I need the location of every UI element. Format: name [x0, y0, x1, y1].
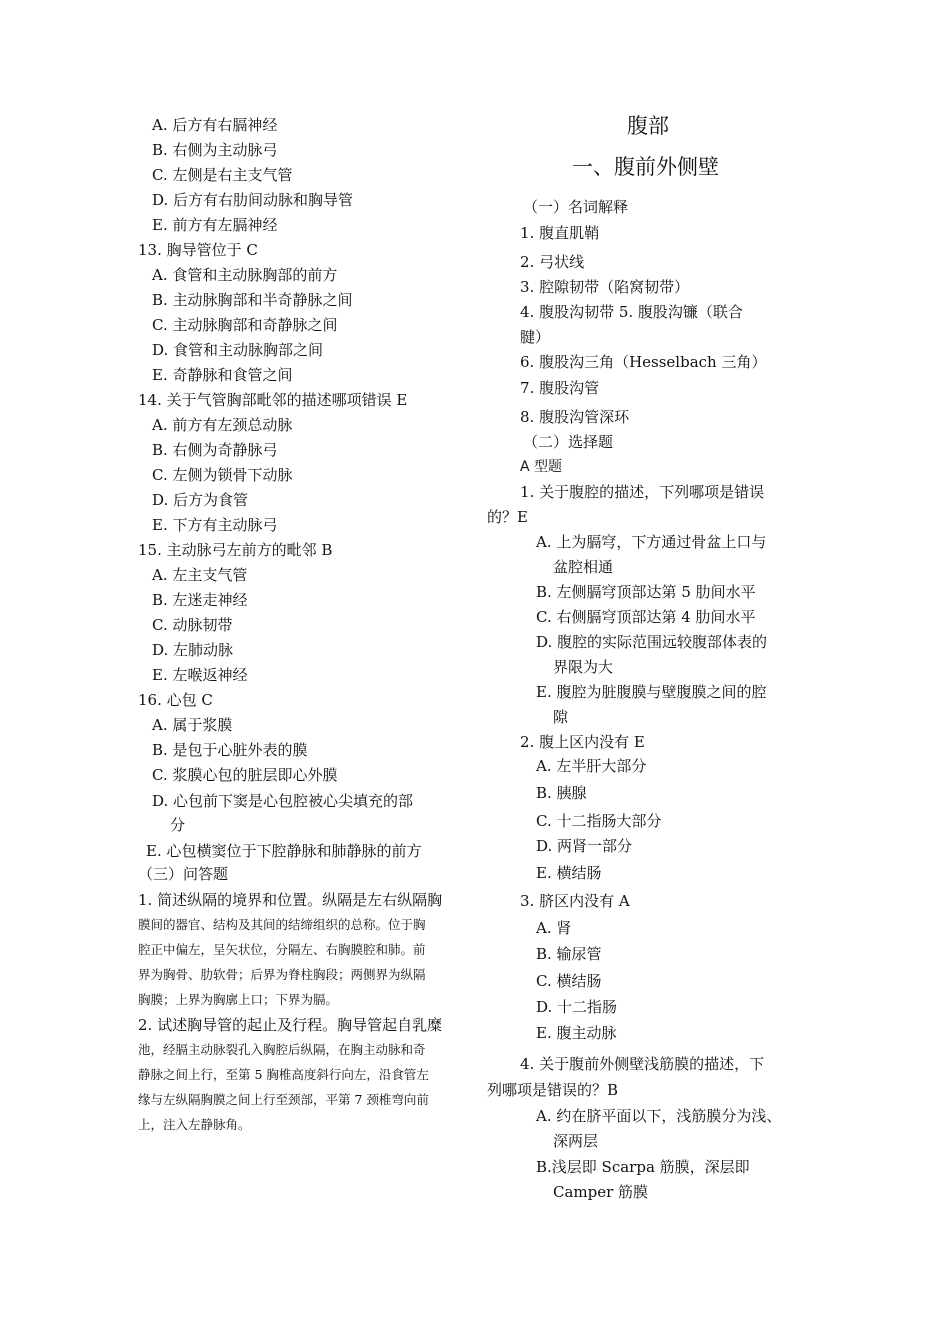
question-stem: 4. 关于腹前外侧壁浅筋膜的描述，下 — [520, 1055, 765, 1073]
section-heading: （三）问答题 — [138, 865, 229, 883]
option-line: C. 主动脉胸部和奇静脉之间 — [152, 316, 338, 334]
type-label: A 型题 — [520, 459, 563, 475]
qa-line: 缘与左纵隔胸膜之间上行至颈部，平第 7 颈椎弯向前 — [138, 1092, 429, 1107]
option-line: A. 后方有右膈神经 — [152, 116, 278, 134]
option-line: E. 横结肠 — [536, 864, 602, 882]
option-line: A. 前方有左颈总动脉 — [152, 416, 293, 434]
option-line: D. 两肾一部分 — [536, 837, 633, 855]
term-line: 1. 腹直肌鞘 — [520, 224, 600, 242]
qa-line — [138, 889, 442, 911]
option-line-continued: 深两层 — [553, 1132, 599, 1150]
option-line: A. 食管和主动脉胸部的前方 — [152, 266, 338, 284]
option-line: A. 肾 — [536, 919, 572, 937]
qa-line: 胸膜；上界为胸廓上口；下界为膈。 — [138, 992, 339, 1007]
qa-line: 静脉之间上行，至第 5 胸椎高度斜行向左，沿食管左 — [138, 1067, 429, 1082]
option-line: A. 属于浆膜 — [152, 716, 233, 734]
option-line: D. 十二指肠 — [536, 998, 618, 1016]
option-line: E. 左喉返神经 — [152, 666, 248, 684]
option-line: A. 上为膈穹，下方通过骨盆上口与 — [536, 533, 767, 551]
section-heading: （二）选择题 — [523, 433, 614, 451]
term-line: 3. 腔隙韧带（陷窝韧带） — [520, 278, 690, 296]
qa1-line: 1. 简述纵隔的境界和位置。纵隔是左右纵隔胸 — [138, 891, 443, 909]
chapter-subtitle: 一、腹前外侧壁 — [572, 155, 719, 179]
term-line: 7. 腹股沟管 — [520, 379, 600, 397]
qa-line: 池，经膈主动脉裂孔入胸腔后纵隔，在胸主动脉和奇 — [138, 1042, 426, 1057]
question-stem: 15. 主动脉弓左前方的毗邻 B — [138, 541, 333, 559]
option-line: D. 左肺动脉 — [152, 641, 234, 659]
option-line: E. 奇静脉和食管之间 — [152, 366, 293, 384]
option-line: A. 约在脐平面以下，浅筋膜分为浅、 — [536, 1107, 782, 1125]
term-line: 2. 弓状线 — [520, 253, 585, 271]
qa-line: 腔正中偏左，呈矢状位，分隔左、右胸膜腔和肺。前 — [138, 942, 426, 957]
option-line: C. 十二指肠大部分 — [536, 812, 662, 830]
option-line: B. 左侧膈穹顶部达第 5 肋间水平 — [536, 583, 756, 601]
qa-line: 膜间的器官、结构及其间的结缔组织的总称。位于胸 — [138, 917, 426, 932]
option-line: B. 右侧为奇静脉弓 — [152, 441, 278, 459]
option-line: E. 腹主动脉 — [536, 1024, 617, 1042]
question-stem-continued: 的？E — [487, 508, 528, 526]
option-line-continued: 分 — [170, 816, 186, 834]
option-line-continued: 隙 — [553, 708, 569, 726]
qa-line: 界为胸骨、肋软骨；后界为脊柱胸段；两侧界为纵隔 — [138, 967, 426, 982]
option-line: B. 胰腺 — [536, 784, 587, 802]
option-line: D. 后方有右肋间动脉和胸导管 — [152, 191, 354, 209]
qa-line: 2. 试述胸导管的起止及行程。胸导管起自乳糜 — [138, 1016, 443, 1034]
option-line: B. 主动脉胸部和半奇静脉之间 — [152, 291, 353, 309]
option-line: D. 心包前下窦是心包腔被心尖填充的部 — [152, 792, 414, 810]
option-line-continued: 界限为大 — [553, 658, 614, 676]
term-line: 8. 腹股沟管深环 — [520, 408, 630, 426]
option-line: B. 右侧为主动脉弓 — [152, 141, 278, 159]
question-stem-continued: 列哪项是错误的？B — [487, 1081, 619, 1099]
option-line: A. 左主支气管 — [152, 566, 248, 584]
section-heading: （一）名词解释 — [523, 198, 629, 216]
option-line: B.浅层即 Scarpa 筋膜，深层即 — [536, 1158, 750, 1176]
option-line: C. 横结肠 — [536, 972, 602, 990]
option-line: C. 动脉韧带 — [152, 616, 233, 634]
option-line: D. 食管和主动脉胸部之间 — [152, 341, 324, 359]
question-stem: 1. 关于腹腔的描述，下列哪项是错误 — [520, 483, 765, 501]
qa-line: 上，注入左静脉角。 — [138, 1117, 251, 1132]
option-line: D. 腹腔的实际范围远较腹部体表的 — [536, 633, 768, 651]
question-stem: 2. 腹上区内没有 E — [520, 733, 645, 751]
page-title: 腹部 — [627, 114, 669, 138]
option-line: B. 是包于心脏外表的膜 — [152, 741, 308, 759]
question-stem: 14. 关于气管胸部毗邻的描述哪项错误 E — [138, 391, 408, 409]
option-line: B. 左迷走神经 — [152, 591, 248, 609]
term-line: 6. 腹股沟三角（Hesselbach 三角） — [520, 353, 767, 371]
option-line-continued: 盆腔相通 — [553, 558, 614, 576]
question-stem: 13. 胸导管位于 C — [138, 241, 258, 259]
option-line: C. 左侧为锁骨下动脉 — [152, 466, 293, 484]
term-line: 4. 腹股沟韧带 5. 腹股沟镰（联合 — [520, 303, 743, 321]
question-stem: 3. 脐区内没有 A — [520, 892, 630, 910]
option-line: E. 前方有左膈神经 — [152, 216, 278, 234]
option-line: D. 后方为食管 — [152, 491, 249, 509]
question-stem: 16. 心包 C — [138, 691, 213, 709]
term-line-continued: 腱） — [520, 328, 551, 346]
option-line: B. 输尿管 — [536, 945, 602, 963]
option-line: A. 左半肝大部分 — [536, 757, 647, 775]
option-line: C. 右侧膈穹顶部达第 4 肋间水平 — [536, 608, 756, 626]
option-line: E. 下方有主动脉弓 — [152, 516, 278, 534]
option-line: E. 心包横窦位于下腔静脉和肺静脉的前方 — [146, 842, 422, 860]
option-line: C. 浆膜心包的脏层即心外膜 — [152, 766, 338, 784]
option-line-continued: Camper 筋膜 — [553, 1183, 649, 1201]
option-line: E. 腹腔为脏腹膜与壁腹膜之间的腔 — [536, 683, 767, 701]
option-line: C. 左侧是右主支气管 — [152, 166, 293, 184]
